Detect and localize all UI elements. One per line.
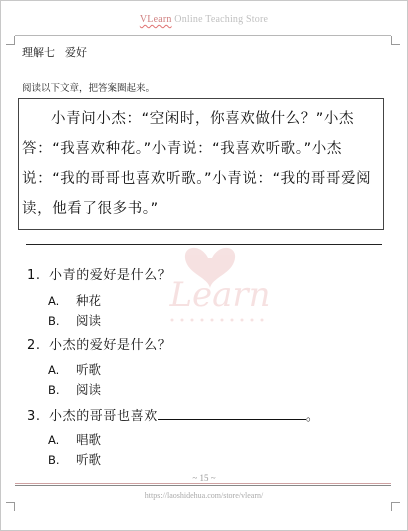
question-1-option-b[interactable] xyxy=(48,311,101,329)
question-text: 小青的爱好是什么？ xyxy=(49,268,172,283)
answer-blank[interactable] xyxy=(158,407,306,420)
question-number: 2. xyxy=(27,338,41,353)
option-letter: A. xyxy=(48,294,60,308)
question-number: 3. xyxy=(27,409,41,424)
question-3-option-b[interactable] xyxy=(48,450,101,468)
option-letter: B. xyxy=(48,383,60,397)
footer-url[interactable]: https://laoshidehua.com/store/vlearn/ xyxy=(144,491,264,500)
question-3 xyxy=(27,405,319,424)
question-1 xyxy=(27,264,171,283)
option-letter: B. xyxy=(48,453,60,467)
question-2-option-a[interactable] xyxy=(48,360,101,378)
margin-corner-mark xyxy=(391,502,400,511)
worksheet-title xyxy=(22,44,97,60)
instruction-text: 阅读以下文章，把答案圈起来。 xyxy=(22,83,156,94)
margin-corner-mark xyxy=(6,36,15,45)
margin-corner-mark xyxy=(6,502,15,511)
option-letter: B. xyxy=(48,314,60,328)
header-store-name: Online Teaching Store xyxy=(171,14,269,25)
question-1-option-a[interactable] xyxy=(48,291,101,309)
section-divider xyxy=(26,244,382,245)
question-2 xyxy=(27,334,171,353)
question-3-option-a[interactable] xyxy=(48,430,101,448)
option-text: 听歌 xyxy=(76,362,102,377)
option-letter: A. xyxy=(48,433,60,447)
header-rule xyxy=(15,35,391,36)
question-number: 1. xyxy=(27,268,41,283)
option-text: 种花 xyxy=(76,293,102,308)
footer-rule xyxy=(15,485,391,486)
option-text: 阅读 xyxy=(76,382,102,397)
option-letter: A. xyxy=(48,363,60,377)
question-2-option-b[interactable] xyxy=(48,380,101,398)
reading-passage: 小青问小杰：“空闲时，你喜欢做什么？”小杰答：“我喜欢种花。”小青说：“我喜欢听歌。”小杰说：“我的哥哥也喜欢听歌。”小青说：“我的哥哥爱阅读，他看了很多书。” xyxy=(22,111,372,217)
question-text: 小杰的爱好是什么？ xyxy=(49,338,172,353)
option-text: 唱歌 xyxy=(76,432,102,447)
page-number: ~ 15 ~ xyxy=(192,473,216,483)
margin-corner-mark xyxy=(391,36,400,45)
option-text: 听歌 xyxy=(76,452,102,467)
question-text: 小杰的哥哥也喜欢 xyxy=(49,409,158,424)
lesson-number: 理解七 xyxy=(22,46,55,59)
question-end-punctuation: 。 xyxy=(305,409,320,424)
page-header xyxy=(0,14,408,25)
footer-rule xyxy=(15,483,391,484)
option-text: 阅读 xyxy=(76,313,102,328)
header-brand: VLearn xyxy=(139,14,172,25)
lesson-topic: 爱好 xyxy=(65,46,87,59)
